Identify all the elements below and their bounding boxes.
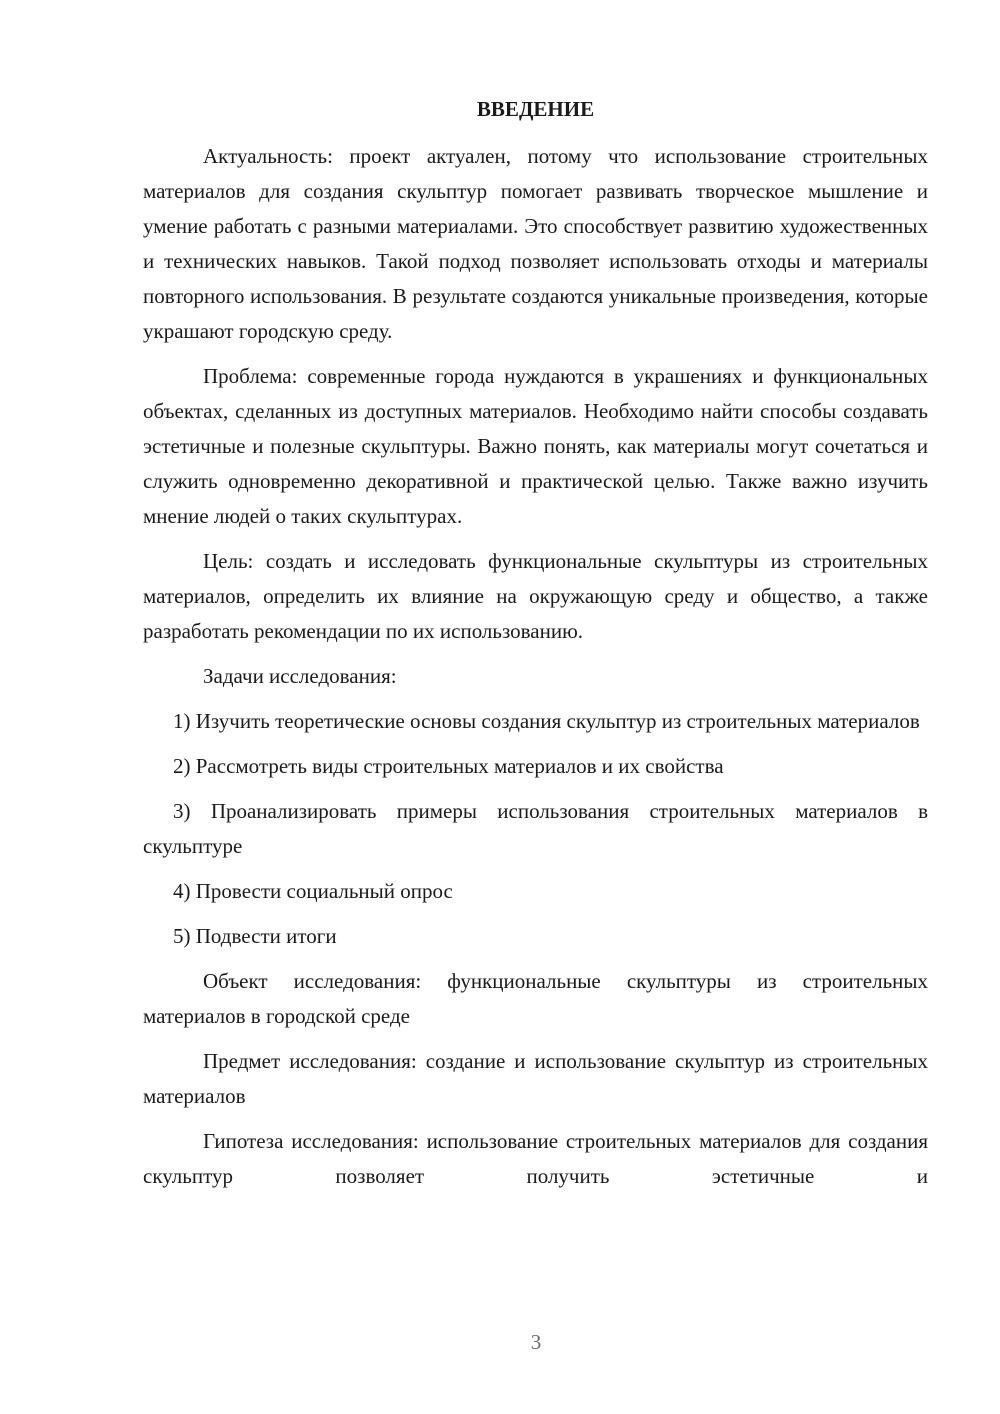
section-heading: ВВЕДЕНИЕ [476, 97, 595, 121]
page-number: 3 [530, 1330, 542, 1354]
object-paragraph: Объект исследования: функциональные скульптуры из строительных материалов в городской среде [143, 969, 928, 1028]
list-item: 4) Провести социальный опрос [173, 879, 453, 903]
problem-paragraph: Проблема: современные города нуждаются в украшениях и функциональных объектах, сделанных из доступных материалов. Необходимо найти способы создавать эстетичные и полезные скульптуры. Важно понять, как материалы могут сочетаться и служить одновременно декоративной и практической целью. Также важно изучить мнение людей о таких скульптурах. [143, 364, 928, 528]
list-item: 3) Проанализировать примеры использования строительных материалов в скульптуре [143, 799, 928, 858]
list-item: 2) Рассмотреть виды строительных материалов и их свойства [173, 754, 724, 778]
list-item: 5) Подвести итоги [173, 924, 337, 948]
document-page [143, 92, 928, 1194]
hypothesis-paragraph: Гипотеза исследования: использование строительных материалов для создания скульптур позволяет получить эстетичные и [143, 1129, 928, 1188]
list-item: 1) Изучить теоретические основы создания скульптур из строительных материалов [173, 709, 920, 733]
tasks-title: Задачи исследования: [203, 664, 397, 688]
subject-paragraph: Предмет исследования: создание и использование скульптур из строительных материалов [143, 1049, 928, 1108]
tasks-list [143, 704, 928, 954]
relevance-paragraph: Актуальность: проект актуален, потому что использование строительных материалов для создания скульптур помогает развивать творческое мышление и умение работать с разными материалами. Это способствует развитию художественных и технических навыков. Такой подход позволяет использовать отходы и материалы повторного использования. В результате создаются уникальные произведения, которые украшают городскую среду. [143, 144, 928, 343]
goal-paragraph: Цель: создать и исследовать функциональные скульптуры из строительных материалов, определить их влияние на окружающую среду и общество, а также разработать рекомендации по их использованию. [143, 549, 928, 643]
